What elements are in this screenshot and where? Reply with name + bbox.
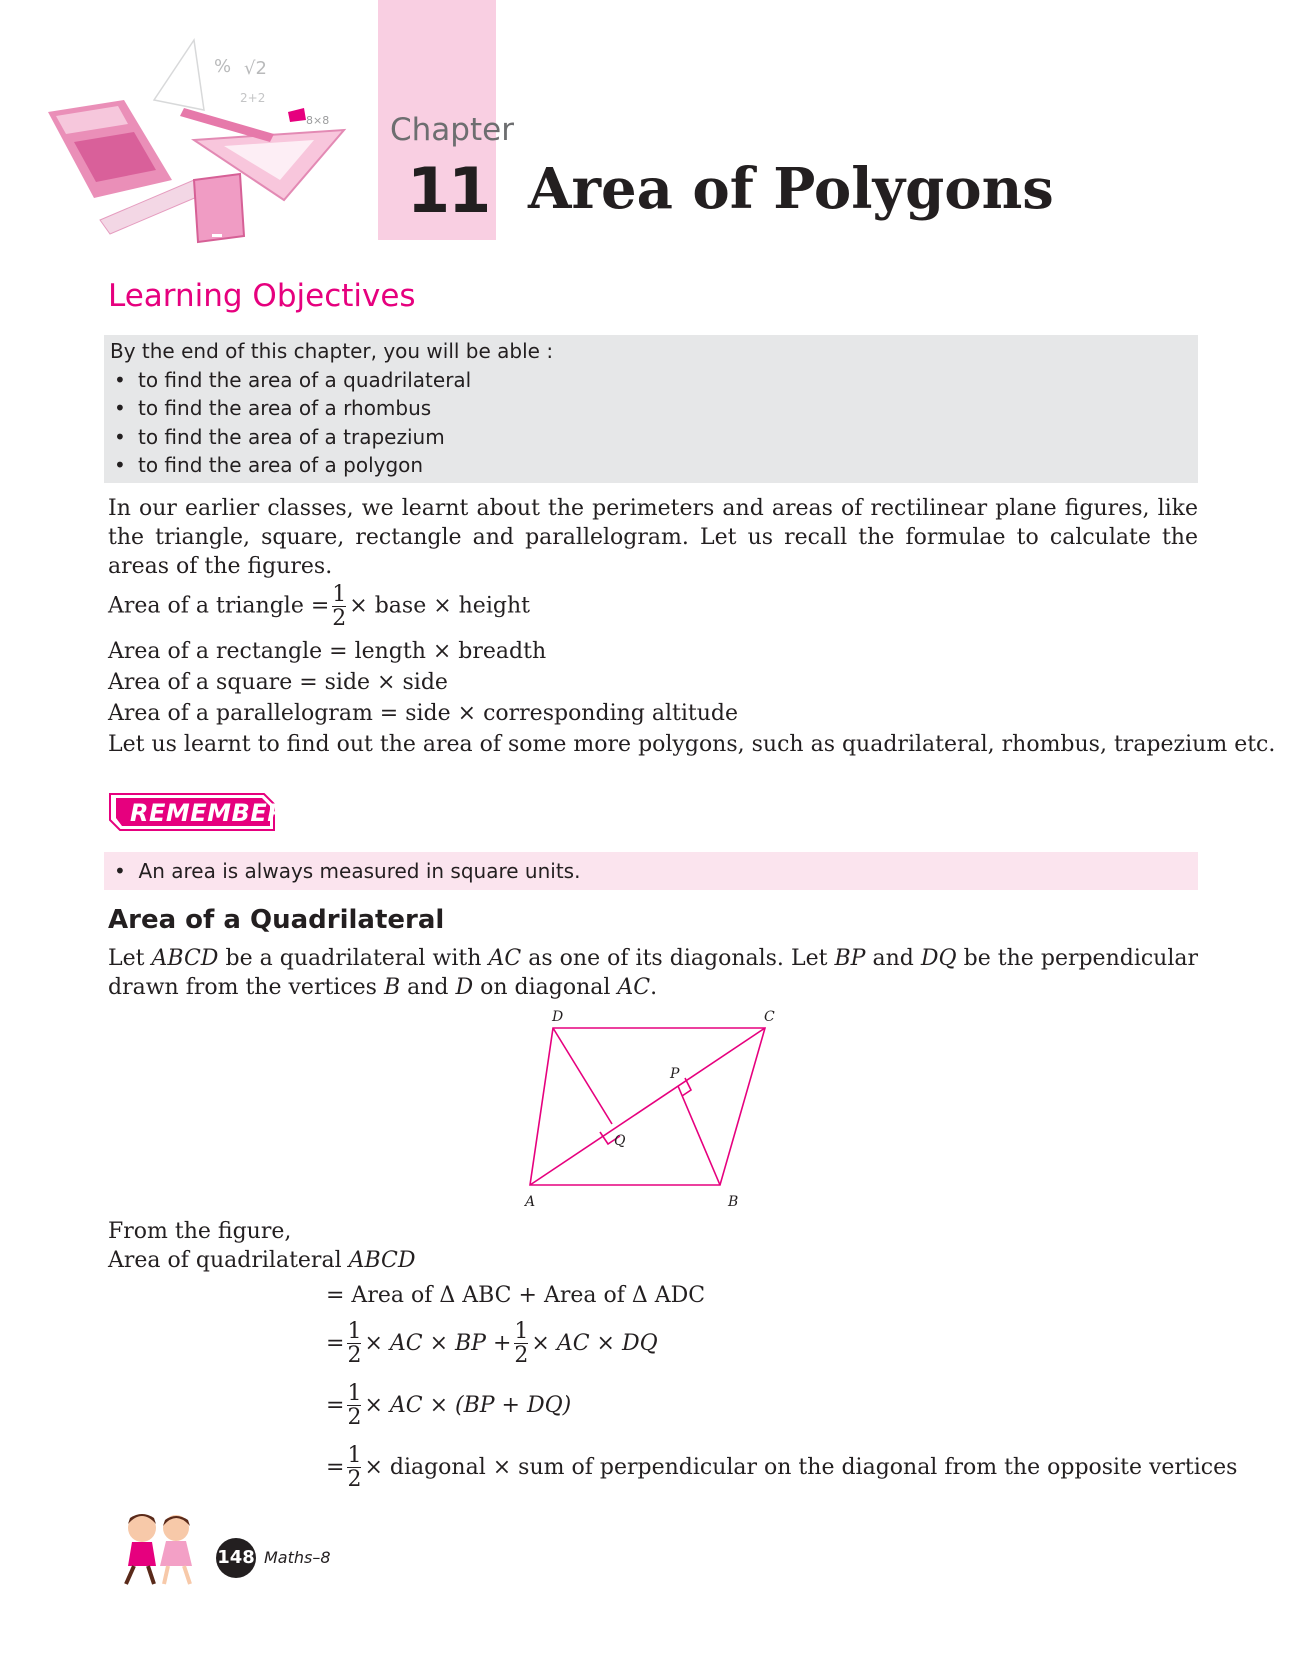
closing-sentence: Let us learnt to find out the area of some more polygons, such as quadrilateral, rhombus, trapezium etc.: [108, 732, 1276, 757]
vertex-label-d: D: [552, 1009, 564, 1025]
half-fraction: $\frac{1}{2}$: [347, 1442, 362, 1492]
point-label-q: Q: [614, 1133, 626, 1149]
sqrt-doodle: √2: [244, 58, 267, 79]
book-title: Maths–8: [264, 1548, 331, 1567]
quadrilateral-paragraph: Let ABCD be a quadrilateral with AC as one of its diagonals. Let BP and DQ be the perpendicular drawn from the vertices B and D on diagonal AC.: [108, 946, 1199, 1000]
list-item: [110, 366, 1192, 395]
bullet-icon: •: [114, 859, 126, 883]
half-fraction: $\frac{1}{2}$: [514, 1318, 529, 1368]
page-number: 148: [216, 1538, 256, 1578]
bullet-icon: •: [114, 396, 126, 420]
derivation-step-2: = $\frac{1}{2}$ × AC × BP + $\frac{1}{2}$ × AC × DQ: [326, 1318, 658, 1368]
chapter-title: Area of Polygons: [528, 156, 1054, 222]
parallelogram-formula: Area of a parallelogram = side × corresponding altitude: [108, 701, 738, 726]
objective-text: to find the area of a quadrilateral: [138, 367, 472, 392]
derivation-step-1: = Area of Δ ABC + Area of Δ ADC: [326, 1282, 706, 1308]
section-heading: Area of a Quadrilateral: [108, 905, 445, 935]
product-doodle: 8×8: [306, 114, 330, 127]
objective-text: to find the area of a polygon: [138, 453, 424, 477]
intro-section: [108, 494, 1276, 760]
square-formula: Area of a square = side × side: [108, 670, 448, 695]
phone-icon: [194, 174, 244, 242]
rectangle-formula: Area of a rectangle = length × breadth: [108, 639, 547, 664]
right-angle-mark-p: [682, 1078, 691, 1096]
kids-mascot-icon: [108, 1508, 208, 1590]
remember-text: An area is always measured in square units.: [138, 859, 581, 883]
list-item: [110, 394, 1192, 423]
half-fraction: $\frac{1}{2}$: [347, 1318, 362, 1368]
vertex-label-a: A: [525, 1194, 536, 1210]
derivation-step-4: = $\frac{1}{2}$ × diagonal × sum of perpendicular on the diagonal from the opposite vertices: [326, 1442, 1238, 1492]
bullet-icon: •: [114, 367, 126, 392]
intro-paragraph: In our earlier classes, we learnt about the perimeters and areas of rectilinear plane figures, like the triangle, square, rectangle and parallelogram. Let us recall the formulae to calculate the areas of the figures.: [108, 496, 1198, 579]
half-fraction: $\frac{1}{2}$: [332, 582, 347, 631]
from-figure-text: [108, 1217, 416, 1275]
half-fraction: $\frac{1}{2}$: [347, 1380, 362, 1430]
area-abcd-line: Area of quadrilateral ABCD: [108, 1248, 416, 1273]
quadrilateral-figure: [515, 1005, 805, 1215]
objective-text: to find the area of a trapezium: [138, 424, 445, 449]
calculator-icon: [48, 100, 172, 198]
perpendicular-bp: [678, 1086, 720, 1185]
sum-doodle: 2+2: [240, 91, 266, 105]
triangle-formula-lhs: Area of a triangle =: [108, 593, 330, 619]
learning-objectives-heading: Learning Objectives: [108, 278, 416, 314]
bullet-icon: •: [114, 453, 126, 477]
from-figure-line: From the figure,: [108, 1219, 292, 1244]
derivation-step-3: = $\frac{1}{2}$ × AC × (BP + DQ): [326, 1380, 572, 1430]
percent-doodle: %: [214, 56, 232, 77]
vertex-label-c: C: [764, 1009, 775, 1025]
perpendicular-dq: [553, 1028, 612, 1124]
triangle-formula: [108, 583, 1198, 630]
learning-objectives-intro: By the end of this chapter, you will be able :: [110, 339, 554, 363]
vertex-label-b: B: [728, 1194, 739, 1210]
header-illustration: [44, 30, 364, 260]
derivation-steps: [326, 1278, 1237, 1498]
bullet-icon: •: [114, 424, 126, 449]
remember-box: [104, 852, 1198, 890]
point-label-p: P: [670, 1066, 680, 1082]
chapter-number: 11: [407, 154, 490, 227]
learning-objectives-box: [104, 335, 1198, 483]
chapter-label: Chapter: [390, 112, 514, 148]
list-item: [110, 451, 1192, 480]
remember-label-badge: [108, 790, 287, 834]
diagonal-ac: [530, 1028, 765, 1185]
triangle-formula-rhs: × base × height: [349, 593, 530, 619]
objective-text: to find the area of a rhombus: [138, 396, 432, 420]
remember-label: REMEMBER: [130, 799, 287, 827]
list-item: [110, 423, 1192, 452]
